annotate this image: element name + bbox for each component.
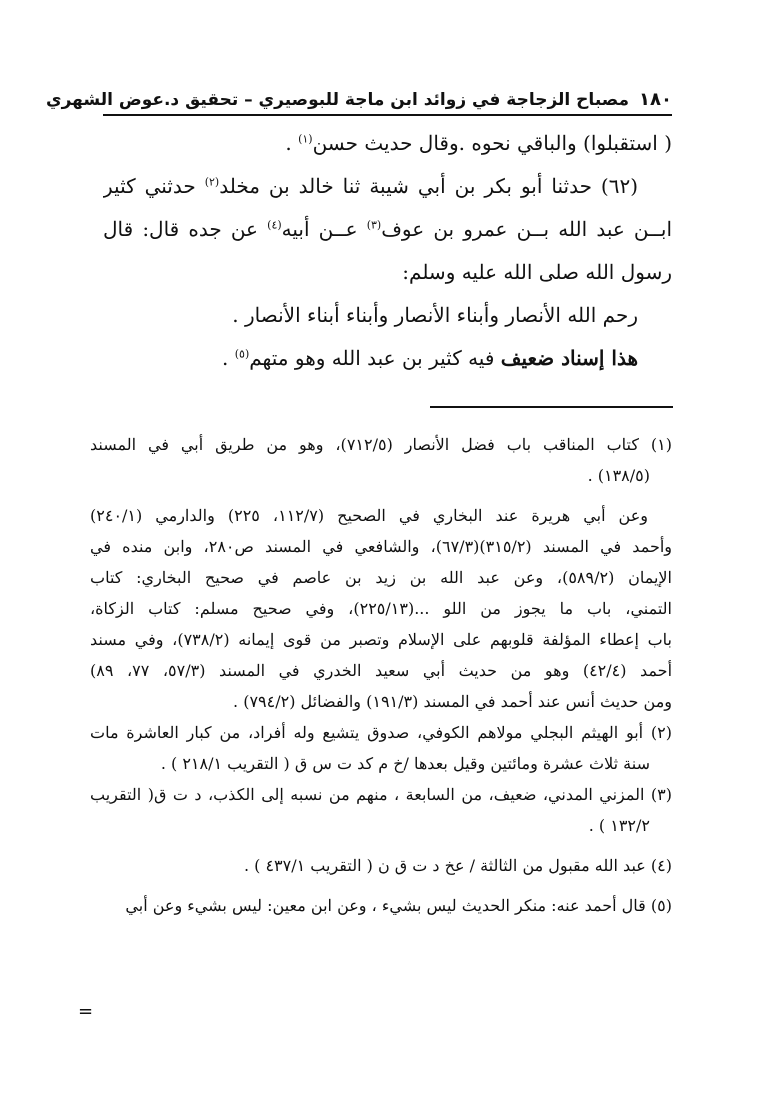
footnote-2-cont: سنة ثلاث عشرة ومائتين وقيل بعدها /خ م كد ت س ق ( التقريب ٢١٨/١ ) . — [160, 754, 650, 773]
footnote-4: (٤) عبد الله مقبول من الثالثة / عخ د ت ق ن ( التقريب ٤٣٧/١ ) . — [243, 856, 672, 875]
footnote-separator — [430, 406, 673, 408]
text-line-4: رسول الله صلى الله عليه وسلم: — [402, 260, 672, 284]
footnote-1-cont: باب إعطاء المؤلفة قلوبهم على الإسلام وتصبر من قوى إيمانه (٧٣٨/٢)، وفي مسند — [90, 630, 672, 649]
footnote-ref-5[interactable]: (٥) — [234, 347, 250, 361]
hadith-text: رحم الله الأنصار وأبناء الأنصار وأبناء أبناء الأنصار . — [232, 303, 638, 327]
footnotes — [90, 429, 672, 921]
footnote-1-cont: الإيمان (٥٨٩/٢)، وعن عبد الله بن زيد بن عاصم في صحيح البخاري: كتاب — [90, 568, 672, 587]
text-line-1: ( استقبلوا) والباقي نحوه .وقال حديث حسن$^{(١)}$ . — [285, 131, 672, 155]
isnad-ruling: هذا إسناد ضعيف فيه كثير بن عبد الله وهو متهم$^{(٥)}$ . — [222, 346, 638, 370]
footnote-ref-2[interactable]: (٢) — [204, 175, 220, 189]
footnote-1-cont: ومن حديث أنس عند أحمد في المسند (١٩١/٣) والفضائل (٧٩٤/٢) . — [233, 692, 672, 711]
footnote-1-cont: أحمد (٤٢/٤) وهو من حديث أبي سعيد الخدري في المسند (٥٧/٣، ٧٧، ٨٩) — [90, 661, 672, 680]
footnote-1-cont: وعن أبي هريرة عند البخاري في الصحيح (١١٢/٧، ٢٢٥) والدارمي (٢٤٠/١) — [90, 506, 649, 525]
footnote-3: (٣) المزني المدني، ضعيف، من السابعة ، منهم من نسبه إلى الكذب، د ت ق( التقريب — [90, 785, 672, 804]
footnote-1-cont: التمني، باب ما يجوز من اللو ...(٢٢٥/١٣)، وفي صحيح مسلم: كتاب الزكاة، — [90, 599, 672, 618]
footnote-1: (١) كتاب المناقب باب فضل الأنصار (٧١٢/٥)، وهو من طريق أبي في المسند — [90, 435, 672, 454]
main-text — [103, 122, 672, 380]
continuation-mark: = — [78, 1001, 94, 1022]
text-line-2: (٦٢) حدثنا أبو بكر بن أبي شيبة ثنا خالد بن مخلد$^{(٢)}$ حدثني كثير — [103, 174, 638, 198]
ruling-label: هذا إسناد ضعيف — [500, 346, 638, 370]
footnote-1-cont: وأحمد في المسند (٣١٥/٢)(٦٧/٣)، والشافعي في المسند ص٢٨٠، وابن منده في — [90, 537, 672, 556]
footnote-ref-1[interactable]: (١) — [298, 132, 313, 146]
page-header — [46, 86, 672, 116]
footnote-5: (٥) قال أحمد عنه: منكر الحديث ليس بشيء ، وعن ابن معين: ليس بشيء وعن أبي — [125, 896, 672, 915]
footnote-1-cont: (١٣٨/٥) . — [587, 466, 650, 485]
text-line-3: ابــن عبد الله بــن عمرو بن عوف$^{(٣)}$ عــن أبيه$^{(٤)}$ عن جده قال: قال — [103, 217, 672, 241]
footnote-ref-4[interactable]: (٤) — [267, 218, 282, 232]
footnote-ref-3[interactable]: (٣) — [366, 218, 382, 232]
page-number: ١٨٠ — [639, 89, 672, 110]
footnote-2: (٢) أبو الهيثم البجلي مولاهم الكوفي، صدوق يتشيع وله أفراد، من كبار العاشرة مات — [90, 723, 672, 742]
footnote-3-cont: ١٣٢/٢ ) . — [588, 816, 650, 835]
book-title: مصباح الزجاجة في زوائد ابن ماجة للبوصيري – تحقيق د.عوض الشهري — [46, 90, 630, 110]
